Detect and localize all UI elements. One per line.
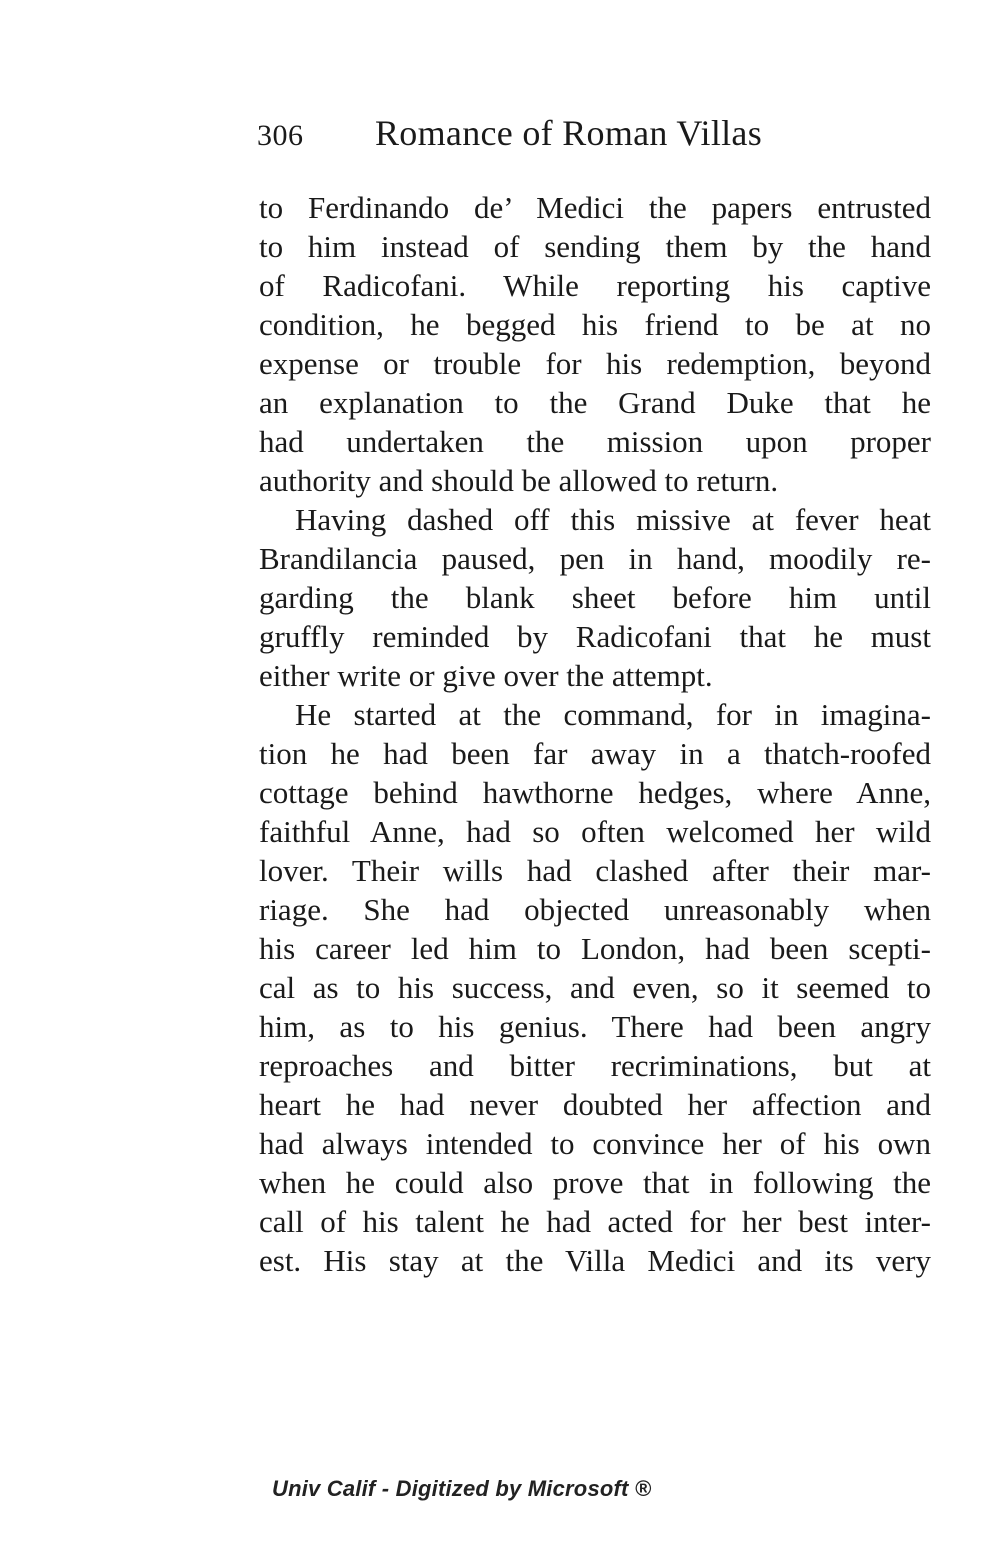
digitization-watermark: Univ Calif - Digitized by Microsoft ® [272,1476,652,1501]
body-text [259,188,931,1280]
text-line: reproaches and bitter recriminations, but at [259,1048,931,1083]
running-head [257,112,937,162]
text-line: when he could also prove that in following the [259,1165,931,1200]
text-line: him, as to his genius. There had been angry [259,1009,931,1044]
text-line: garding the blank sheet before him until [259,580,931,615]
page-number: 306 [257,119,304,152]
running-title: Romance of Roman Villas [375,113,763,153]
text-line: authority and should be allowed to return. [259,463,779,498]
text-line: condition, he begged his friend to be at no [259,307,931,342]
text-line: cottage behind hawthorne hedges, where Anne, [259,775,931,810]
text-line: his career led him to London, had been scepti- [259,931,931,966]
text-line: to Ferdinando de’ Medici the papers entrusted [259,190,931,225]
paragraph-first-line: Having dashed off this missive at fever heat [295,502,931,537]
paragraph-first-line: He started at the command, for in imagina- [295,697,931,732]
text-line: had always intended to convince her of his own [259,1126,931,1161]
text-line: est. His stay at the Villa Medici and its very [259,1243,931,1278]
text-line: call of his talent he had acted for her best inter- [259,1204,931,1239]
text-line: cal as to his success, and even, so it seemed to [259,970,931,1005]
text-line: to him instead of sending them by the hand [259,229,931,264]
text-line: gruffly reminded by Radicofani that he must [259,619,931,654]
text-line: of Radicofani. While reporting his captive [259,268,931,303]
text-line: Brandilancia paused, pen in hand, moodily re- [259,541,931,576]
text-line: riage. She had objected unreasonably when [259,892,931,927]
text-line: had undertaken the mission upon proper [259,424,931,459]
text-line: expense or trouble for his redemption, beyond [259,346,931,381]
text-line: heart he had never doubted her affection and [259,1087,931,1122]
text-line: either write or give over the attempt. [259,658,713,693]
text-line: tion he had been far away in a thatch-roofed [259,736,931,771]
text-line: faithful Anne, had so often welcomed her wild [259,814,931,849]
text-line: an explanation to the Grand Duke that he [259,385,931,420]
text-line: lover. Their wills had clashed after their mar- [259,853,931,888]
